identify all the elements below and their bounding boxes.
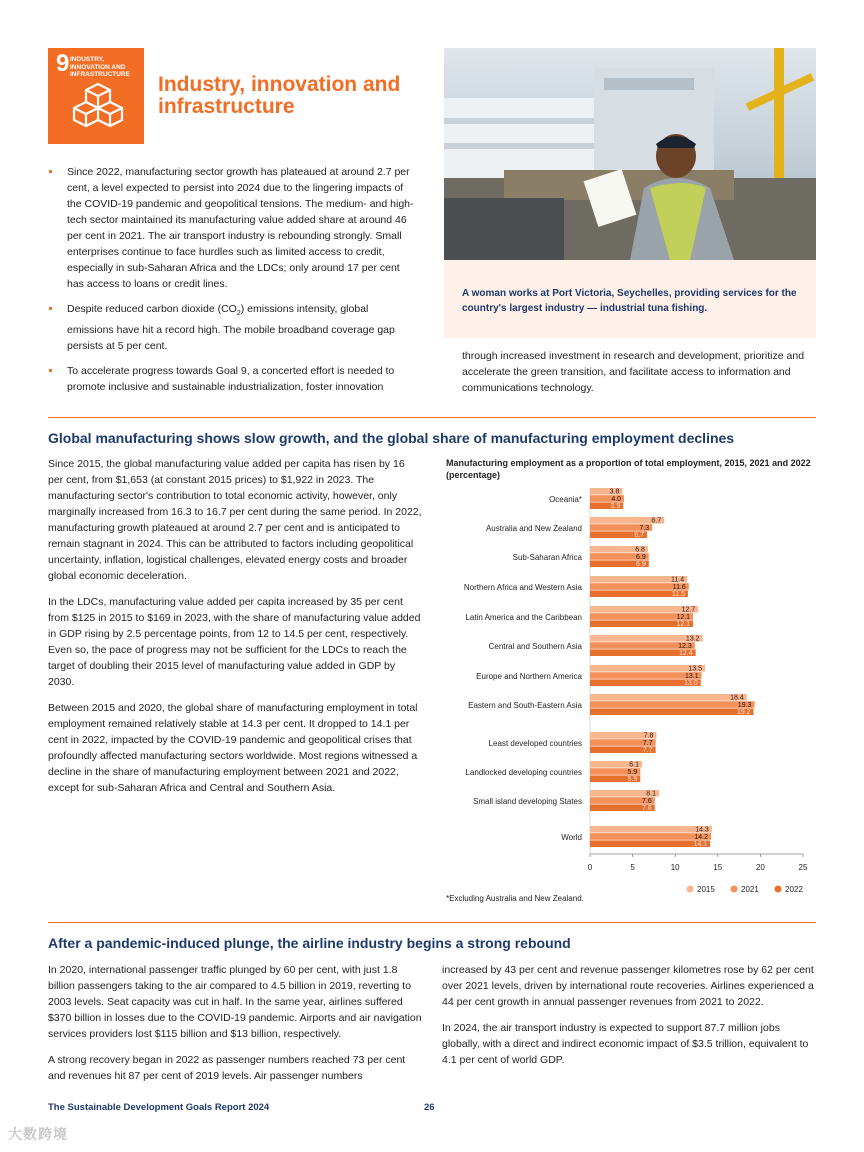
sdg-number: 9 xyxy=(56,50,70,77)
category-label: Landlocked developing countries xyxy=(465,767,582,777)
x-tick-label: 0 xyxy=(587,863,593,872)
page-title: Industry, innovation and infrastructure xyxy=(158,73,401,118)
bar-value-label: 3.8 xyxy=(609,488,620,496)
category-label: Central and Southern Asia xyxy=(488,641,582,651)
bar-value-label: 7.7 xyxy=(642,739,653,747)
x-tick-label: 25 xyxy=(798,863,808,872)
bar-value-label: 12.7 xyxy=(681,606,696,614)
bar-2021 xyxy=(590,701,754,708)
bar-value-label: 14.2 xyxy=(694,833,708,841)
bar-value-label: 14.3 xyxy=(695,826,709,834)
legend-marker-2021 xyxy=(731,886,738,893)
bar-value-label: 14.1 xyxy=(693,841,708,848)
sdg-label: INDUSTRY, INNOVATION AND INFRASTRUCTURE xyxy=(70,56,130,78)
watermark: 大数跨境 xyxy=(8,1126,68,1142)
bar-value-label: 6.9 xyxy=(636,553,646,561)
category-label: Sub-Saharan Africa xyxy=(512,552,582,562)
bar-value-label: 6.1 xyxy=(629,761,639,769)
legend-marker-2015 xyxy=(687,886,694,893)
x-tick-label: 20 xyxy=(755,863,765,872)
bar-value-label: 11.6 xyxy=(672,583,686,591)
bar-2022 xyxy=(590,708,754,715)
legend-marker-2022 xyxy=(775,886,782,893)
x-tick-label: 15 xyxy=(713,863,723,872)
bar-value-label: 7.8 xyxy=(643,732,654,740)
bar-value-label: 7.6 xyxy=(642,797,652,805)
bullet-continuation: through increased investment in research and development, prioritize and accelerate the green transition, and facilitate access to information and communications technology. xyxy=(462,350,805,394)
photo-caption: A woman works at Port Victoria, Seychelles, providing services for the country's largest industry — industrial tuna fishing. xyxy=(462,288,797,314)
key-findings-list xyxy=(48,164,416,404)
bar-value-label: 7.6 xyxy=(642,805,652,812)
paragraph: In 2020, international passenger traffic plunged by 60 per cent, with just 1.8 billion passengers taking to the air compared to 4.5 billion in 2019, reverting to 2003 levels. Seat capacity was cut in half. In the same year, airlines suffered $370 billion in losses due to the COVID-19 pandemic. Airports and air navigation services providers lost $115 billion and $13 billion, respectively. xyxy=(48,964,422,1040)
legend-label: 2022 xyxy=(785,885,803,894)
bar-value-label: 13.0 xyxy=(684,680,698,687)
bar-2022 xyxy=(590,840,710,847)
paragraph: In the LDCs, manufacturing value added per capita increased by 35 per cent from $125 in 2015 to $169 in 2023, with the share of manufacturing value added in GDP rising by 2.5 percentage points, from 12 to 14.5 per cent, respectively. Even so, the pace of progress may not be sufficient for the LDCs to reach the target of doubling their 2015 level of manufacturing value added in GDP by 2030. xyxy=(48,596,421,688)
bullet-item: To accelerate progress towards Goal 9, a concerted effort is needed to promote inclusive and sustainable industrialization, foster innovation xyxy=(48,363,416,395)
footer-report-title: The Sustainable Development Goals Report 2024 xyxy=(48,1102,270,1113)
x-tick-label: 5 xyxy=(630,863,635,872)
bar-value-label: 7.7 xyxy=(642,747,653,754)
legend-label: 2015 xyxy=(697,885,715,894)
bar-2021 xyxy=(590,833,711,840)
sdg-9-tile xyxy=(48,48,144,144)
section-heading-airline: After a pandemic-induced plunge, the airline industry begins a strong rebound xyxy=(48,935,571,951)
paragraph: A strong recovery began in 2022 as passenger numbers reached 73 per cent and revenues hit 87 per cent of 2019 levels. Air passenger numbers xyxy=(48,1054,406,1082)
bar-value-label: 11.4 xyxy=(671,576,685,584)
category-label: Small island developing States xyxy=(473,796,582,806)
bar-value-label: 13.2 xyxy=(685,635,700,643)
cube-stack-icon xyxy=(70,80,126,136)
category-label: Europe and Northern America xyxy=(476,671,582,681)
bar-value-label: 12.4 xyxy=(679,650,693,657)
bar-value-label: 5.9 xyxy=(627,768,638,776)
bar-value-label: 18.4 xyxy=(730,694,744,702)
paragraph: Since 2015, the global manufacturing value added per capita has risen by 16 per cent, from $1,653 (at constant 2015 prices) to $1,922 in 2023. The manufacturing sector's contribution to total economic activity, however, only marginally increased from 16.3 to 16.7 per cent during the same period. In 2022, manufacturing growth plateaued at around 2.7 per cent and is anticipated to remain stagnant in 2024. This can be attributed to factors including geopolitical uncertainty, inflation, logistical challenges, elevated energy costs and broader global economic deceleration. xyxy=(48,458,422,582)
category-label: Australia and New Zealand xyxy=(485,523,582,533)
photo-caption-box xyxy=(444,260,816,338)
legend-label: 2021 xyxy=(741,885,759,894)
employment-bar-chart xyxy=(444,482,816,894)
chart-footnote: *Excluding Australia and New Zealand. xyxy=(446,894,584,903)
category-label: Eastern and South-Eastern Asia xyxy=(468,700,582,710)
category-label: Oceania* xyxy=(549,494,582,504)
bar-value-label: 8.7 xyxy=(651,517,662,525)
port-worker-photo xyxy=(444,48,816,260)
bar-value-label: 3.9 xyxy=(610,503,621,510)
bar-value-label: 13.1 xyxy=(684,672,699,680)
paragraph: increased by 43 per cent and revenue passenger kilometres rose by 62 per cent over 2021 levels, driven by international route recoveries. Airlines experienced a 44 per cent growth in annual passenger revenues from 2021 to 2022. xyxy=(442,964,814,1008)
category-label: Northern Africa and Western Asia xyxy=(463,582,582,592)
bullet-item: Since 2022, manufacturing sector growth has plateaued at around 2.7 per cent, a level expected to persist into 2024 due to the lingering impacts of the COVID-19 pandemic and geopolitical tensions. The medium- and high-tech sector maintained its manufacturing value added share at around 46 per cent in 2021. The air transport industry is rebounding strongly. Small enterprises continue to face hurdles such as limited access to credit, especially in sub-Saharan Africa and the LDCs; only around 17 per cent has access to loans or credit lines. xyxy=(48,164,416,292)
bar-value-label: 12.1 xyxy=(676,621,691,628)
chart-title: Manufacturing employment as a proportion of total employment, 2015, 2021 and 2022 (percentage) xyxy=(446,458,811,480)
manufacturing-text xyxy=(48,456,422,806)
category-label: World xyxy=(561,832,582,842)
bullet-item: Despite reduced carbon dioxide $(CO_2)$ emissions intensity, global emissions have hit a record high. The mobile broadband coverage gap persists at 5 per cent. xyxy=(48,301,416,354)
bar-value-label: 8.1 xyxy=(646,790,657,798)
x-tick-label: 10 xyxy=(670,863,680,872)
bar-value-label: 6.8 xyxy=(635,546,645,554)
bar-value-label: 13.5 xyxy=(688,665,703,673)
section-divider xyxy=(48,922,816,923)
bar-value-label: 12.3 xyxy=(678,642,692,650)
bar-2015 xyxy=(590,826,712,833)
paragraph: Between 2015 and 2020, the global share of manufacturing employment in total employment remained relatively stable at 14.3 per cent. It dropped to 14.1 per cent in 2022, impacted by the COVID-19 pandemic and geopolitical crises that profoundly affected manufacturing sectors worldwide. Most regions witnessed a decline in the share of manufacturing employment between 2021 and 2022, except for sub-Saharan Africa and Central and Southern Asia. xyxy=(48,702,418,794)
page-number: 26 xyxy=(424,1102,435,1113)
bar-value-label: 12.1 xyxy=(676,613,691,621)
bar-value-label: 19.2 xyxy=(736,709,751,716)
category-label: Latin America and the Caribbean xyxy=(465,612,582,622)
bar-value-label: 7.3 xyxy=(639,524,650,532)
bar-value-label: 6.7 xyxy=(634,532,645,539)
bar-value-label: 6.9 xyxy=(636,561,646,568)
section-divider xyxy=(48,417,816,418)
bar-2015 xyxy=(590,694,747,701)
bar-value-label: 19.3 xyxy=(737,701,752,709)
airline-text-right xyxy=(442,962,816,1078)
bar-value-label: 11.5 xyxy=(671,591,685,598)
section-heading-manufacturing: Global manufacturing shows slow growth, and the global share of manufacturing employment declines xyxy=(48,430,735,446)
paragraph: In 2024, the air transport industry is expected to support 87.7 million jobs globally, with a direct and indirect economic impact of $3.5 trillion, equivalent to 4.1 per cent of world GDP. xyxy=(442,1022,809,1066)
category-label: Least developed countries xyxy=(488,738,582,748)
bar-value-label: 4.0 xyxy=(611,495,622,503)
bar-value-label: 5.9 xyxy=(627,776,638,783)
airline-text-left xyxy=(48,962,422,1094)
